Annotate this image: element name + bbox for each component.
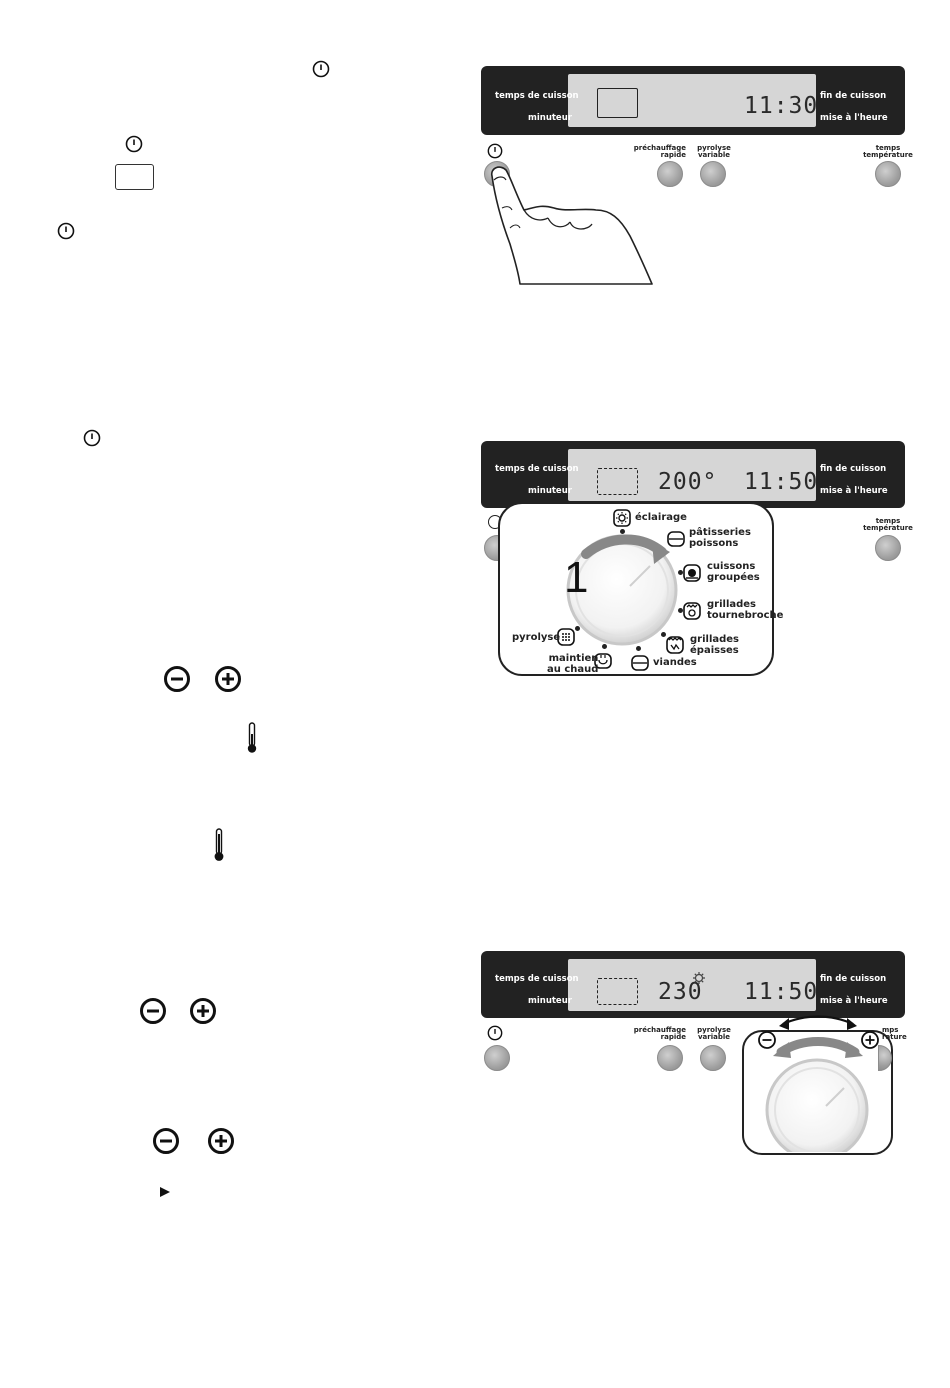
display-frame (597, 88, 638, 118)
mode-dial-callout (498, 502, 784, 676)
label-minuteur: minuteur (528, 113, 572, 123)
plus-circle-icon (860, 1030, 880, 1050)
display-frame (597, 978, 638, 1005)
label-pyrolyse-variable: pyrolyse variable (697, 1026, 731, 1042)
blank-display-icon (115, 164, 154, 190)
label-prechauffage-rapide: préchauffage rapide (633, 144, 686, 160)
mode-eclairage[interactable]: éclairage (635, 512, 687, 523)
label-minuteur: minuteur (528, 486, 572, 496)
prechauffage-rapide-button[interactable] (657, 161, 683, 187)
plus-circle-icon (207, 1127, 235, 1155)
mode-cuissons-groupees[interactable]: cuissons groupées (707, 561, 760, 583)
label-mise-a-l-heure: mise à l'heure (820, 486, 888, 496)
minus-circle-icon (139, 997, 167, 1025)
pyrolyse-variable-button[interactable] (700, 161, 726, 187)
label-fin-de-cuisson: fin de cuisson (820, 91, 887, 101)
temps-temperature-button[interactable] (875, 535, 901, 561)
prechauffage-rapide-button[interactable] (657, 1045, 683, 1071)
temperature-readout: 200° (658, 469, 718, 495)
thermometer-icon (213, 828, 225, 862)
plus-circle-icon (214, 665, 242, 693)
adjust-knob[interactable] (762, 1054, 872, 1152)
mode-dot (636, 646, 641, 651)
control-panel-3 (481, 951, 905, 1018)
label-temps-de-cuisson: temps de cuisson (495, 91, 579, 101)
minus-circle-icon (152, 1127, 180, 1155)
clock-readout: 11:50 (744, 979, 819, 1005)
display-screen (568, 959, 819, 1011)
power-icon (312, 60, 330, 78)
step-number: 1 (564, 553, 589, 602)
mode-patisseries-poissons[interactable]: pâtisseries poissons (689, 527, 751, 549)
light-bulb-icon (613, 509, 631, 527)
control-panel-2 (481, 441, 905, 508)
mode-maintien-au-chaud[interactable]: maintien au chaud (547, 653, 599, 675)
play-icon (159, 1186, 171, 1198)
display-screen (568, 449, 819, 501)
preheat-gear-icon (692, 971, 706, 985)
mode-dot (602, 644, 607, 649)
label-temps-temperature: temps température (863, 517, 913, 533)
power-icon (487, 1025, 503, 1041)
plus-circle-icon (189, 997, 217, 1025)
label-temps-de-cuisson: temps de cuisson (495, 974, 579, 984)
label-temps-temperature: temps température (863, 144, 913, 160)
display-screen (568, 74, 819, 127)
display-frame (597, 468, 638, 495)
power-icon (83, 429, 101, 447)
clock-readout: 11:50 (744, 469, 819, 495)
label-mise-a-l-heure: mise à l'heure (820, 996, 888, 1006)
meat-oven-icon (631, 654, 649, 672)
mode-grillades-epaisses[interactable]: grillades épaisses (690, 634, 740, 656)
power-icon (57, 222, 75, 240)
mode-viandes[interactable]: viandes (653, 657, 697, 668)
thermometer-icon (246, 722, 258, 754)
rotisserie-icon (683, 602, 701, 620)
label-mise-a-l-heure: mise à l'heure (820, 113, 888, 123)
thick-grill-icon (666, 636, 684, 654)
hand-pressing-icon (480, 158, 660, 285)
label-fin-de-cuisson: fin de cuisson (820, 464, 887, 474)
power-icon (125, 135, 143, 153)
mode-dot (678, 570, 683, 575)
control-panel-1 (481, 66, 905, 135)
power-icon (487, 143, 503, 159)
mode-dot (620, 529, 625, 534)
pyrolyse-variable-button[interactable] (700, 1045, 726, 1071)
label-fin-de-cuisson: fin de cuisson (820, 974, 887, 984)
minus-circle-icon (163, 665, 191, 693)
label-pyrolyse-variable: pyrolyse variable (697, 144, 731, 160)
temps-temperature-button[interactable] (875, 161, 901, 187)
temperature-readout: 230 (658, 979, 703, 1005)
mode-dot (661, 632, 666, 637)
minus-circle-icon (757, 1030, 777, 1050)
pastry-oven-icon (667, 530, 685, 548)
fan-oven-icon (683, 564, 701, 582)
label-temps-de-cuisson: temps de cuisson (495, 464, 579, 474)
mode-pyrolyse[interactable]: pyrolyse (512, 632, 561, 643)
label-temps-temperature-partial: mps rature (882, 1027, 907, 1042)
label-minuteur: minuteur (528, 996, 572, 1006)
power-button[interactable] (484, 1045, 510, 1071)
label-prechauffage-rapide: préchauffage rapide (633, 1026, 686, 1042)
clock-readout: 11:30 (744, 93, 819, 119)
mode-dot (575, 626, 580, 631)
mode-grillades-tournebroche[interactable]: grillades tournebroche (707, 599, 784, 621)
mode-dot (678, 608, 683, 613)
